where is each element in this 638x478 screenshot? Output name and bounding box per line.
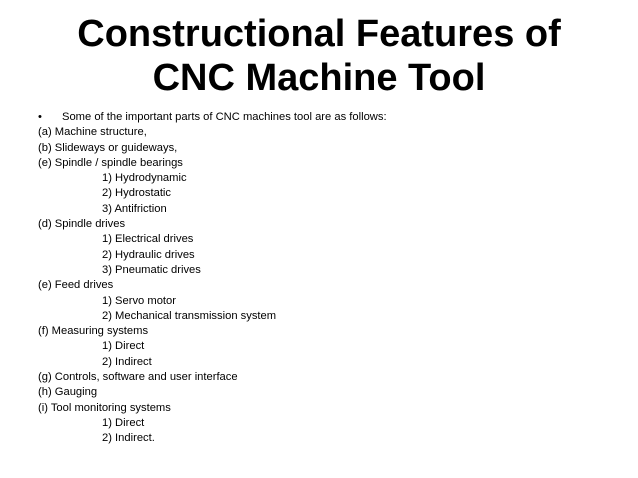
list-subitem: 1) Direct (102, 340, 145, 353)
list-subitem: 1) Direct (102, 416, 145, 429)
slide-body (38, 110, 628, 447)
slide-title-line-2: CNC Machine Tool (152, 57, 486, 99)
list-subitem: 1) Electrical drives (102, 233, 194, 246)
list-subitem: 3) Pneumatic drives (102, 263, 201, 276)
bullet-icon: • (38, 111, 42, 123)
list-subitem: 3) Antifriction (102, 202, 167, 215)
list-subitem: 2) Indirect (102, 355, 152, 368)
list-item: (e) Spindle / spindle bearings (38, 156, 183, 169)
list-item: (f) Measuring systems (38, 325, 149, 338)
list-subitem: 1) Servo motor (102, 294, 176, 307)
list-subitem: 2) Hydraulic drives (102, 248, 195, 261)
intro-bullet (38, 110, 628, 125)
slide-title-line-1: Constructional Features of (77, 13, 561, 55)
list-item: (g) Controls, software and user interface (38, 371, 238, 384)
list-item: (b) Slideways or guideways, (38, 141, 178, 154)
list-subitem: 2) Hydrostatic (102, 187, 172, 200)
intro-text: Some of the important parts of CNC machines tool are as follows: (62, 111, 387, 123)
list-item: (d) Spindle drives (38, 218, 126, 231)
slide-title (0, 12, 638, 100)
list-subitem: 2) Indirect. (102, 432, 155, 445)
list-subitem: 1) Hydrodynamic (102, 172, 187, 185)
list-item: (h) Gauging (38, 386, 98, 399)
list-item: (a) Machine structure, (38, 126, 147, 139)
list-subitem: 2) Mechanical transmission system (102, 309, 277, 322)
list-item: (e) Feed drives (38, 279, 114, 292)
list-item: (i) Tool monitoring systems (38, 401, 171, 414)
